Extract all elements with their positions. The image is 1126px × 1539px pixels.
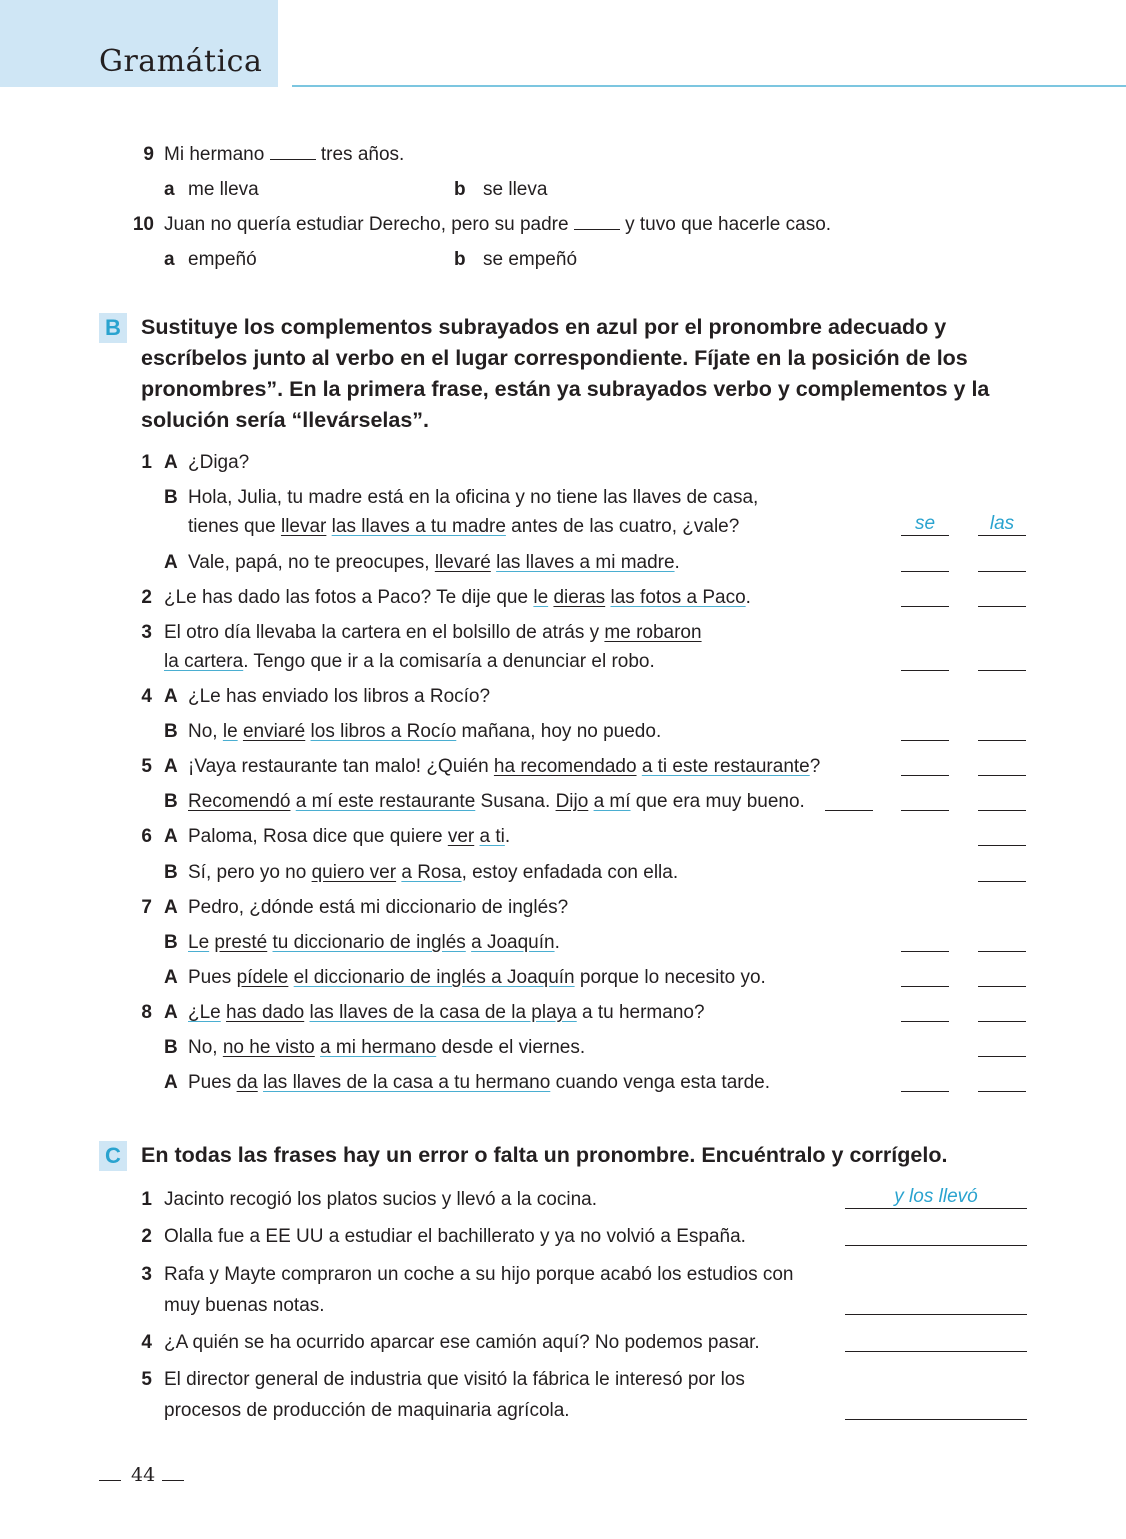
answer-line[interactable] (845, 1351, 1027, 1352)
exercise-line (0, 789, 1126, 815)
underlined-complement: la cartera (164, 651, 244, 672)
underlined-verb: presté (214, 932, 268, 953)
text-segment: No, (188, 1037, 223, 1058)
item-number: 5 (141, 1369, 152, 1390)
underlined-complement: a mi hermano (320, 1037, 437, 1058)
section-b-badge: B (99, 313, 127, 343)
question-text (164, 142, 404, 168)
answer-blank[interactable] (978, 670, 1026, 671)
speaker-label: A (164, 897, 178, 918)
exercise-line (0, 895, 1126, 921)
question-row (0, 142, 1126, 168)
sentence-text (188, 1000, 705, 1026)
option-letter[interactable]: b (454, 179, 466, 200)
sentence-text (164, 620, 702, 646)
answer-blank[interactable] (901, 775, 949, 776)
answer-blank[interactable] (978, 606, 1026, 607)
text-segment: antes de las cuatro, ¿vale? (505, 516, 740, 537)
option-letter[interactable]: a (164, 249, 175, 270)
sentence-text: Olalla fue a EE UU a estudiar el bachillerato y ya no volvió a España. (164, 1226, 746, 1247)
underlined-verb: dieras (553, 587, 606, 608)
text-segment: . Tengo que ir a la comisaría a denunciar el robo. (243, 651, 655, 672)
answer-blank[interactable] (901, 986, 949, 987)
answer-blank[interactable] (978, 535, 1026, 536)
underlined-verb: enviaré (242, 721, 306, 742)
text-segment: . (554, 932, 560, 953)
speaker-label: B (164, 1037, 178, 1058)
answer-blank[interactable] (978, 951, 1026, 952)
answer-blank[interactable] (270, 142, 316, 160)
question-number: 9 (143, 144, 154, 165)
answer-blank[interactable] (978, 986, 1026, 987)
text-segment: . (504, 826, 511, 847)
sentence-text (188, 1070, 770, 1096)
sentence-text: El director general de industria que visitó la fábrica le interesó por los (164, 1369, 745, 1390)
answer-blank[interactable] (901, 810, 949, 811)
text-segment: Susana. (475, 791, 556, 812)
underlined-complement: le (533, 587, 549, 608)
answer-blank[interactable] (825, 810, 873, 811)
section-c-badge: C (99, 1141, 127, 1171)
answer-blank[interactable] (901, 606, 949, 607)
speaker-label: B (164, 932, 178, 953)
underlined-complement: los libros a Rocío (310, 721, 457, 742)
text-segment: . (745, 587, 751, 608)
item-number: 4 (141, 686, 152, 707)
text-segment: Mi hermano (164, 144, 270, 165)
exercise-line (0, 1000, 1126, 1026)
speaker-label: A (164, 452, 178, 473)
section-b-instruction: Sustituye los complementos subrayados en azul por el pronombre adecuado y escríbelos junto al verbo en el lugar correspondiente. Fíjate en la posición de los pronombres”. En la primera frase, están ya subrayados verbo y complementos y la solución sería “llevárselas”. (141, 315, 990, 432)
option-text[interactable]: empeñó (188, 249, 257, 270)
answer-line[interactable] (845, 1419, 1027, 1420)
underlined-verb: no he visto (222, 1037, 315, 1058)
sentence-text (188, 965, 766, 991)
answer-blank[interactable] (901, 740, 949, 741)
answer-blank[interactable] (978, 1056, 1026, 1057)
options-row (0, 247, 1126, 273)
page-number-rule-right (162, 1480, 184, 1481)
underlined-verb: llevaré (434, 552, 491, 573)
sentence-text (188, 485, 758, 511)
speaker-label: A (164, 1002, 178, 1023)
speaker-label: A (164, 686, 178, 707)
page-number-rule-left (99, 1480, 121, 1481)
underlined-complement: tu diccionario de inglés (272, 932, 466, 953)
text-segment: Juan no quería estudiar Derecho, pero su padre (164, 214, 574, 235)
text-segment: mañana, hoy no puedo. (456, 721, 662, 742)
underlined-verb: ver (447, 826, 475, 847)
sentence-text (188, 754, 820, 780)
page-title: Gramática (99, 44, 263, 79)
item-number: 4 (141, 1332, 152, 1353)
item-number: 1 (141, 1189, 152, 1210)
text-segment: porque lo necesito yo. (574, 967, 766, 988)
answer-blank[interactable] (901, 670, 949, 671)
exercise-line (0, 585, 1126, 611)
sample-answer: las (989, 513, 1015, 534)
underlined-complement: ¿Le (188, 1002, 221, 1023)
option-letter[interactable]: b (454, 249, 466, 270)
text-segment: , estoy enfadada con ella. (461, 862, 679, 883)
text-segment: Pedro, ¿dónde está mi diccionario de inglés? (188, 897, 569, 918)
underlined-complement: las llaves a mi madre (496, 552, 675, 573)
text-segment: Hola, Julia, tu madre está en la oficina y no tiene las llaves de casa, (188, 487, 759, 508)
answer-blank[interactable] (978, 845, 1026, 846)
speaker-label: A (164, 826, 178, 847)
text-segment: . (674, 552, 680, 573)
option-text[interactable]: se empeñó (483, 249, 578, 270)
text-segment: ¿Diga? (188, 452, 250, 473)
text-segment: tres años. (315, 144, 405, 165)
underlined-verb: Recomendó (188, 791, 291, 812)
answer-blank[interactable] (901, 1021, 949, 1022)
exercise-line (0, 1262, 1126, 1288)
underlined-complement: las llaves de la casa de la playa (309, 1002, 577, 1023)
exercise-line (0, 514, 1126, 540)
sentence-text (188, 450, 249, 476)
underlined-complement: le (222, 721, 238, 742)
exercise-line (0, 1035, 1126, 1061)
answer-blank[interactable] (978, 740, 1026, 741)
underlined-complement: el diccionario de inglés a Joaquín (293, 967, 575, 988)
text-segment: ¡Vaya restaurante tan malo! ¿Quién (188, 756, 494, 777)
text-segment: No, (188, 721, 223, 742)
underlined-complement: a mí este restaurante (295, 791, 476, 812)
text-segment: cuando venga esta tarde. (550, 1072, 771, 1093)
question-text (164, 212, 831, 238)
underlined-verb: me robaron (604, 622, 702, 643)
item-number: 7 (141, 897, 152, 918)
sentence-text (188, 860, 678, 886)
speaker-label: A (164, 1072, 178, 1093)
text-segment: tienes que (188, 516, 281, 537)
answer-line[interactable] (845, 1245, 1027, 1246)
section-c-instruction: En todas las frases hay un error o falta un pronombre. Encuéntralo y corrígelo. (141, 1143, 948, 1167)
speaker-label: B (164, 862, 178, 883)
exercise-line (0, 1367, 1126, 1393)
sentence-text: ¿A quién se ha ocurrido aparcar ese camión aquí? No podemos pasar. (164, 1332, 760, 1353)
underlined-verb: pídele (236, 967, 289, 988)
underlined-complement: a ti este restaurante (641, 756, 810, 777)
sample-answer: se (914, 513, 936, 534)
answer-blank[interactable] (978, 571, 1026, 572)
underlined-complement: las fotos a Paco (610, 587, 746, 608)
underlined-complement: las llaves de la casa a tu hermano (263, 1072, 551, 1093)
item-number: 6 (141, 826, 152, 847)
exercise-line (0, 754, 1126, 780)
item-number: 5 (141, 756, 152, 777)
sentence-text: Jacinto recogió los platos sucios y llevó a la cocina. (164, 1189, 598, 1210)
options-row (0, 177, 1126, 203)
sentence-text (188, 895, 568, 921)
exercise-line (0, 649, 1126, 675)
answer-blank[interactable] (978, 1021, 1026, 1022)
exercise-line (0, 930, 1126, 956)
item-number: 3 (141, 622, 152, 643)
text-segment: Vale, papá, no te preocupes, (188, 552, 435, 573)
underlined-verb: da (236, 1072, 258, 1093)
exercise-line (0, 620, 1126, 646)
sample-answer: y los llevó (894, 1186, 978, 1207)
answer-blank[interactable] (978, 810, 1026, 811)
option-text[interactable]: me lleva (188, 179, 259, 200)
sentence-text (188, 1035, 585, 1061)
underlined-complement: a Joaquín (471, 932, 555, 953)
answer-line[interactable] (845, 1208, 1027, 1209)
item-number: 8 (141, 1002, 152, 1023)
exercise-line (0, 965, 1126, 991)
text-segment: y tuvo que hacerle caso. (619, 214, 832, 235)
sentence-text: muy buenas notas. (164, 1295, 325, 1316)
exercise-line (0, 450, 1126, 476)
underlined-complement: las llaves a tu madre (331, 516, 506, 537)
underlined-complement: a ti (479, 826, 505, 847)
sentence-text (164, 649, 655, 675)
text-segment: ¿Le has dado las fotos a Paco? Te dije que (164, 587, 534, 608)
exercise-line (0, 1398, 1126, 1424)
exercise-line (0, 684, 1126, 710)
answer-blank[interactable] (978, 775, 1026, 776)
exercise-line (0, 1070, 1126, 1096)
item-number: 2 (141, 1226, 152, 1247)
answer-blank[interactable] (901, 951, 949, 952)
text-segment: ¿Le has enviado los libros a Rocío? (188, 686, 491, 707)
item-number: 1 (141, 452, 152, 473)
sentence-text: procesos de producción de maquinaria agrícola. (164, 1400, 570, 1421)
item-number: 2 (141, 587, 152, 608)
speaker-label: B (164, 721, 178, 742)
question-row (0, 212, 1126, 238)
item-number: 3 (141, 1264, 152, 1285)
underlined-complement: Le (188, 932, 210, 953)
exercise-line (0, 1224, 1126, 1250)
speaker-label: B (164, 791, 178, 812)
underlined-verb: ha recomendado (493, 756, 637, 777)
sentence-text: Rafa y Mayte compraron un coche a su hijo porque acabó los estudios con (164, 1264, 794, 1285)
exercise-line (0, 485, 1126, 511)
underlined-verb: quiero ver (311, 862, 397, 883)
text-segment: a tu hermano? (576, 1002, 705, 1023)
header-rule (292, 85, 1126, 87)
answer-blank[interactable] (901, 571, 949, 572)
underlined-complement: a Rosa (401, 862, 462, 883)
question-number: 10 (132, 214, 154, 235)
text-segment: desde el viernes. (436, 1037, 586, 1058)
text-segment: Sí, pero yo no (188, 862, 312, 883)
sentence-text (188, 789, 805, 815)
text-segment: Pues (188, 1072, 237, 1093)
text-segment: El otro día llevaba la cartera en el bolsillo de atrás y (164, 622, 605, 643)
speaker-label: B (164, 487, 178, 508)
exercise-line (0, 719, 1126, 745)
underlined-verb: llevar (280, 516, 327, 537)
speaker-label: A (164, 552, 178, 573)
text-segment: ? (809, 756, 821, 777)
answer-blank[interactable] (978, 881, 1026, 882)
exercise-line (0, 1293, 1126, 1319)
answer-line[interactable] (845, 1314, 1027, 1315)
sentence-text (188, 684, 490, 710)
option-text[interactable]: se lleva (483, 179, 548, 200)
sentence-text (188, 514, 739, 540)
speaker-label: A (164, 967, 178, 988)
speaker-label: A (164, 756, 178, 777)
answer-blank[interactable] (978, 1091, 1026, 1092)
sentence-text (188, 824, 510, 850)
answer-blank[interactable] (901, 535, 949, 536)
underlined-complement: a mí (593, 791, 631, 812)
answer-blank[interactable] (574, 212, 620, 230)
answer-blank[interactable] (901, 1091, 949, 1092)
underlined-verb: has dado (226, 1002, 305, 1023)
text-segment: Pues (188, 967, 237, 988)
text-segment: Paloma, Rosa dice que quiere (188, 826, 448, 847)
page-number: 44 (131, 1464, 156, 1486)
sentence-text (188, 930, 560, 956)
exercise-line (0, 860, 1126, 886)
exercise-line (0, 824, 1126, 850)
text-segment: que era muy bueno. (630, 791, 805, 812)
sentence-text (164, 585, 751, 611)
exercise-line (0, 550, 1126, 576)
sentence-text (188, 550, 680, 576)
option-letter[interactable]: a (164, 179, 175, 200)
sentence-text (188, 719, 661, 745)
underlined-verb: Dijo (555, 791, 589, 812)
exercise-line (0, 1330, 1126, 1356)
